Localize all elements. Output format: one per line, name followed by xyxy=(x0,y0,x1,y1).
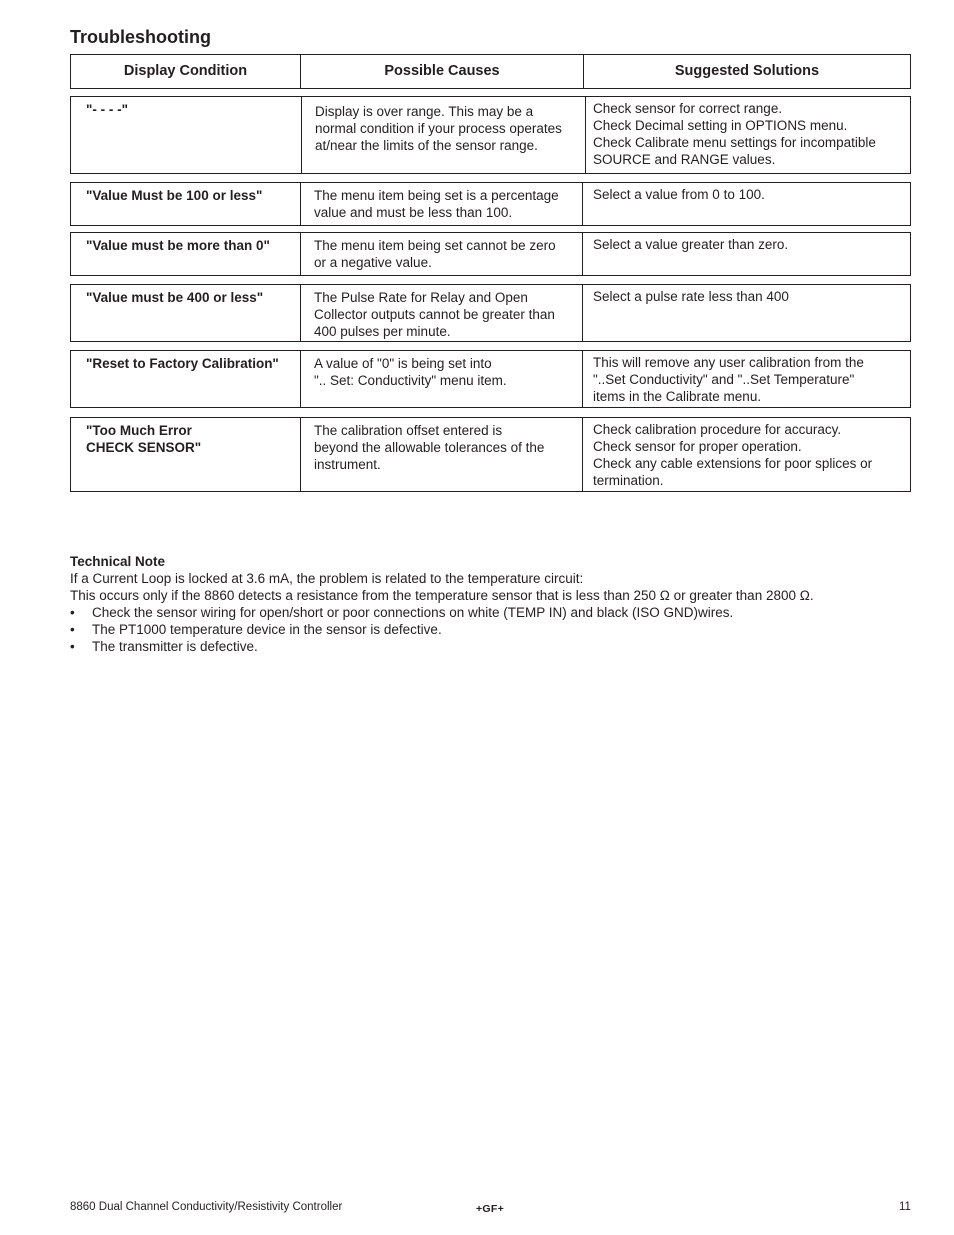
cause-line: The calibration offset entered is xyxy=(314,423,503,438)
solution-line: Check sensor for correct range. xyxy=(593,101,783,116)
table-row xyxy=(70,350,911,408)
technical-note-title: Technical Note xyxy=(70,554,166,569)
cause-line: The Pulse Rate for Relay and Open xyxy=(314,290,528,305)
cause-line: The menu item being set cannot be zero xyxy=(314,238,556,253)
solutions-cell xyxy=(585,97,910,173)
cause-line: or a negative value. xyxy=(314,255,432,270)
bullet-icon: • xyxy=(70,639,75,654)
causes-cell xyxy=(300,285,582,341)
cause-line: beyond the allowable tolerances of the xyxy=(314,440,545,455)
list-item-text: Check the sensor wiring for open/short or poor connections on white (TEMP IN) and black (ISO GND)wires. xyxy=(92,605,734,620)
condition-line: "Too Much Error xyxy=(86,423,192,438)
solution-line: Check any cable extensions for poor splices or xyxy=(593,456,873,471)
cause-line: value and must be less than 100. xyxy=(314,205,513,220)
cause-line: The menu item being set is a percentage xyxy=(314,188,559,203)
solution-line: items in the Calibrate menu. xyxy=(593,389,762,404)
cause-line: at/near the limits of the sensor range. xyxy=(315,138,538,153)
gf-logo: +GF+ xyxy=(476,1203,505,1215)
solution-line: "..Set Conductivity" and "..Set Temperature" xyxy=(593,372,855,387)
solution-line: Check calibration procedure for accuracy. xyxy=(593,422,842,437)
header-suggested-solutions: Suggested Solutions xyxy=(583,55,910,88)
condition-line: "Value Must be 100 or less" xyxy=(86,188,263,203)
solution-line: Select a pulse rate less than 400 xyxy=(593,289,789,304)
solutions-cell xyxy=(582,285,910,341)
table-row xyxy=(70,417,911,492)
solution-line: This will remove any user calibration from the xyxy=(593,355,864,370)
cause-line: ".. Set: Conductivity" menu item. xyxy=(314,373,507,388)
table-row xyxy=(70,232,911,276)
bullet-icon: • xyxy=(70,605,75,620)
page-number: 11 xyxy=(899,1201,911,1213)
table-header xyxy=(70,54,911,89)
cause-line: instrument. xyxy=(314,457,381,472)
condition-line: "Reset to Factory Calibration" xyxy=(86,356,279,371)
cause-line: A value of "0" is being set into xyxy=(314,356,492,371)
condition-line: "Value must be 400 or less" xyxy=(86,290,264,305)
footer-product-name: 8860 Dual Channel Conductivity/Resistivity Controller xyxy=(70,1201,343,1213)
solutions-cell xyxy=(582,233,910,275)
causes-cell xyxy=(300,418,582,491)
cause-line: normal condition if your process operates xyxy=(315,121,562,136)
table-row xyxy=(70,182,911,226)
header-display-condition: Display Condition xyxy=(123,63,248,79)
cause-line: Collector outputs cannot be greater than xyxy=(314,307,555,322)
condition-line: CHECK SENSOR" xyxy=(86,440,202,455)
condition-line: "- - - -" xyxy=(86,102,129,117)
solution-line: Check sensor for proper operation. xyxy=(593,439,802,454)
bullet-icon: • xyxy=(70,622,75,637)
causes-cell xyxy=(300,183,582,225)
causes-cell xyxy=(300,351,582,407)
condition-cell xyxy=(71,351,300,407)
condition-line: "Value must be more than 0" xyxy=(86,238,270,253)
list-item-text: The PT1000 temperature device in the sensor is defective. xyxy=(92,622,442,637)
solution-line: termination. xyxy=(593,473,664,488)
list-item-text: The transmitter is defective. xyxy=(92,639,258,654)
cause-line: 400 pulses per minute. xyxy=(314,324,451,339)
causes-cell xyxy=(301,97,585,173)
condition-cell xyxy=(71,183,300,225)
list-item xyxy=(70,638,814,655)
solution-line: Check Calibrate menu settings for incompatible xyxy=(593,135,876,150)
solutions-cell xyxy=(582,183,910,225)
list-item xyxy=(70,621,814,638)
cause-line: Display is over range. This may be a xyxy=(315,104,534,119)
condition-cell xyxy=(71,233,300,275)
page-title: Troubleshooting xyxy=(70,27,211,47)
solutions-cell xyxy=(582,351,910,407)
solution-line: Select a value from 0 to 100. xyxy=(593,187,765,202)
solution-line: Select a value greater than zero. xyxy=(593,237,789,252)
solution-line: Check Decimal setting in OPTIONS menu. xyxy=(593,118,848,133)
condition-cell xyxy=(71,97,301,173)
technical-note-line: This occurs only if the 8860 detects a resistance from the temperature sensor that is less than 250 Ω or greater than 2800 Ω. xyxy=(70,588,814,603)
list-item xyxy=(70,604,814,621)
table-row xyxy=(70,284,911,342)
technical-note-line: If a Current Loop is locked at 3.6 mA, the problem is related to the temperature circuit: xyxy=(70,571,584,586)
header-possible-causes: Possible Causes xyxy=(300,55,583,88)
solution-line: SOURCE and RANGE values. xyxy=(593,152,776,167)
condition-cell xyxy=(71,418,300,491)
technical-note xyxy=(70,553,814,655)
solutions-cell xyxy=(582,418,910,491)
table-row xyxy=(70,96,911,174)
causes-cell xyxy=(300,233,582,275)
condition-cell xyxy=(71,285,300,341)
